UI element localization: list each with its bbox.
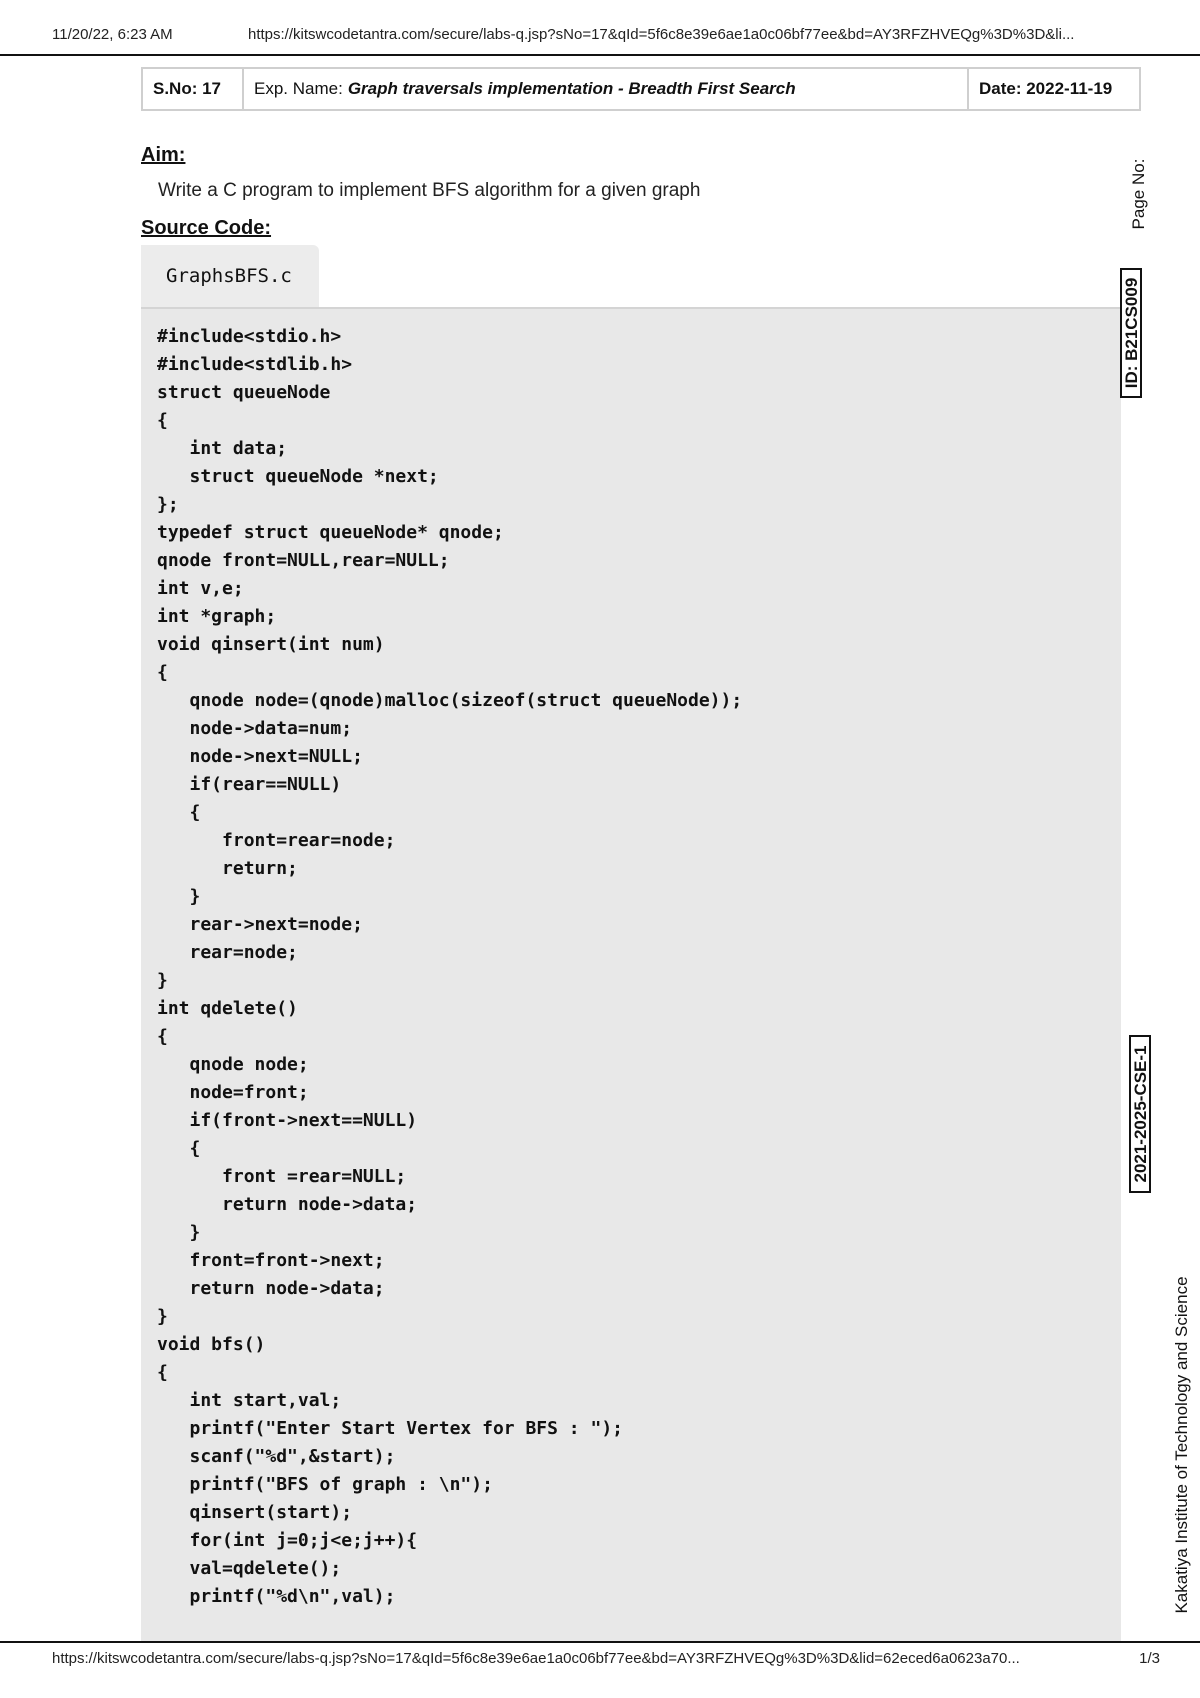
code-line: scanf("%d",&start); [157,1446,396,1467]
page-count: 1/3 [1139,1650,1160,1667]
code-line: printf("BFS of graph : \n"); [157,1474,493,1495]
code-line: { [157,410,168,431]
code-line: } [157,1222,201,1243]
batch-label: 2021-2025-CSE-1 [1129,1035,1151,1193]
print-footer-url: https://kitswcodetantra.com/secure/labs-q.jsp?sNo=17&qId=5f6c8e39e6ae1a0c06bf77ee&bd=AY3RFZHVEQg%3D%3D&lid=62eced6a0623a70... [52,1650,1020,1667]
code-line: node->next=NULL; [157,746,363,767]
code-line: rear->next=node; [157,914,363,935]
code-lines [157,323,742,1611]
serial-number: S.No: 17 [143,69,244,109]
code-line: void bfs() [157,1334,266,1355]
experiment-name-label: Exp. Name: [254,79,343,98]
file-tab[interactable]: GraphsBFS.c [141,245,319,307]
code-line: qinsert(start); [157,1502,353,1523]
code-line: return; [157,858,298,879]
code-line: if(front->next==NULL) [157,1110,418,1131]
code-line: int v,e; [157,578,244,599]
code-line: struct queueNode *next; [157,466,439,487]
code-line: return node->data; [157,1194,418,1215]
code-line: front=rear=node; [157,830,396,851]
code-line: qnode front=NULL,rear=NULL; [157,550,450,571]
print-timestamp: 11/20/22, 6:23 AM [52,26,173,43]
code-line: node=front; [157,1082,309,1103]
code-line: if(rear==NULL) [157,774,342,795]
code-line: printf("Enter Start Vertex for BFS : "); [157,1418,623,1439]
aim-text: Write a C program to implement BFS algorithm for a given graph [158,180,701,201]
print-header-url: https://kitswcodetantra.com/secure/labs-q.jsp?sNo=17&qId=5f6c8e39e6ae1a0c06bf77ee&bd=AY3RFZHVEQg%3D%3D&li... [248,26,1075,43]
code-line: #include<stdio.h> [157,326,342,347]
code-line: node->data=num; [157,718,353,739]
code-line: val=qdelete(); [157,1558,342,1579]
footer-divider [0,1641,1200,1643]
code-line: { [157,802,201,823]
code-line: } [157,970,168,991]
aim-heading: Aim: [141,144,186,166]
student-id: ID: B21CS009 [1120,268,1142,398]
code-block [141,307,1121,1641]
code-line: int qdelete() [157,998,298,1019]
code-line: { [157,1138,201,1159]
code-line: { [157,1362,168,1383]
code-line: int data; [157,438,288,459]
code-line: #include<stdlib.h> [157,354,353,375]
code-line: for(int j=0;j<e;j++){ [157,1530,418,1551]
code-line: qnode node=(qnode)malloc(sizeof(struct queueNode)); [157,690,743,711]
code-line: return node->data; [157,1278,385,1299]
code-line: int start,val; [157,1390,342,1411]
code-line: typedef struct queueNode* qnode; [157,522,504,543]
code-line: struct queueNode [157,382,331,403]
experiment-info-table [141,67,1141,111]
experiment-name-cell [244,69,969,109]
code-line: { [157,662,168,683]
code-line: void qinsert(int num) [157,634,385,655]
code-line: printf("%d\n",val); [157,1586,396,1607]
page-number-label: Page No: [1129,158,1148,230]
source-code-heading: Source Code: [141,217,272,239]
code-line: { [157,1026,168,1047]
code-line: }; [157,494,179,515]
institute-name: Kakatiya Institute of Technology and Science [1172,1276,1191,1614]
code-line: rear=node; [157,942,298,963]
experiment-name: Graph traversals implementation - Breadth First Search [347,79,796,98]
code-line: int *graph; [157,606,277,627]
code-line: qnode node; [157,1054,309,1075]
code-line: front =rear=NULL; [157,1166,407,1187]
code-line: } [157,886,201,907]
code-line: front=front->next; [157,1250,385,1271]
experiment-date: Date: 2022-11-19 [979,79,1113,98]
code-line: } [157,1306,168,1327]
header-divider [0,54,1200,56]
